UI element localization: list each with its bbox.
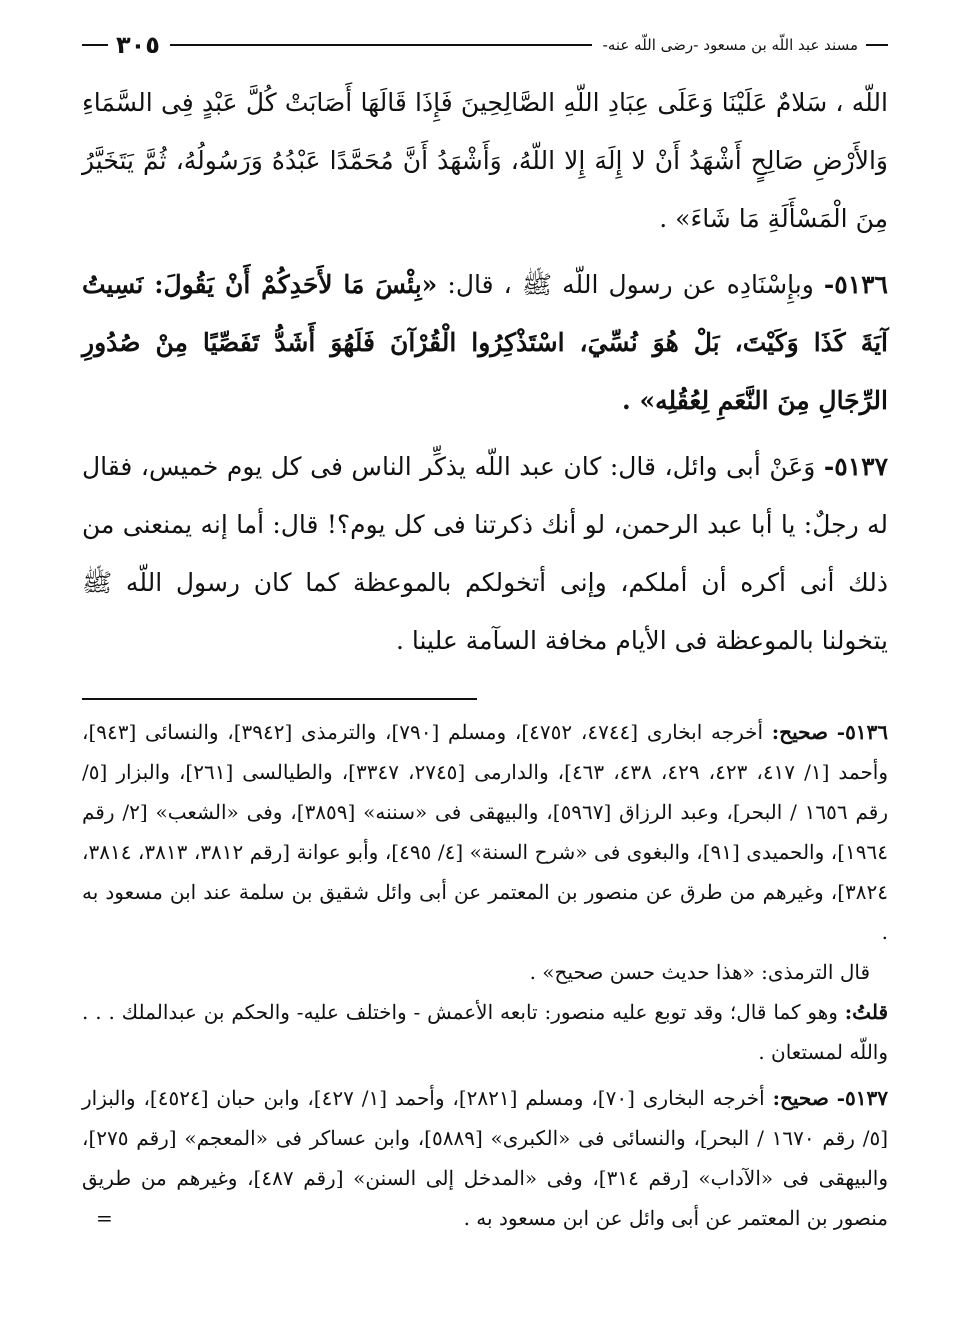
main-text	[82, 74, 888, 670]
footnote-number: ٥١٣٧-	[836, 1086, 888, 1110]
footnote-tirmidhi-quote: قال الترمذى: «هذا حديث حسن صحيح» .	[529, 960, 870, 984]
page-number: ٣٠٥	[116, 31, 160, 59]
running-header	[82, 30, 888, 60]
hadith-5136	[82, 256, 888, 430]
footnote-takhrij	[82, 712, 888, 952]
header-title: مسند عبد اللّه بن مسعود -رضى اللّه عنه-	[602, 36, 858, 54]
footnote-text: أخرجه ابخارى [٤٧٤٤، ٤٧٥٢]، ومسلم [٧٩٠]، والترمذى [٣٩٤٢]، والنسائى [٩٤٣]، وأحمد [١/ ٤١٧، ٤٢٣، ٤٢٩، ٤٣٨، ٤٦٣]، والدارمى [٢٧٤٥، ٣٣٤٧]، والطيالسى [٢٦١]، والبزار [٥/ رقم ١٦٥٦ / البحر]، وعبد الرزاق [٥٩٦٧]، والبيهقى فى «سننه» [٣٨٥٩]، وفى «الشعب» [٢/ رقم ١٩٦٤]، والحميدى [٩١]، والبغوى فى «شرح السنة» [٤/ ٤٩٥]، وأبو عوانة [رقم ٣٨١٢، ٣٨١٣، ٣٨١٤، ٣٨٢٤]، وغيرهم من طرق عن منصور بن المعتمر عن أبى وائل شقيق بن سلمة عند ابن مسعود به .	[82, 720, 889, 944]
footnote-text: أخرجه البخارى [٧٠]، ومسلم [٢٨٢١]، وأحمد [١/ ٤٢٧]، وابن حبان [٤٥٢٤]، والبزار [٥/ رقم ١٦٧٠ / البحر]، والنسائى فى «الكبرى» [٥٨٨٩]، وابن عساكر فى «المعجم» [رقم ٢٧٥]، والبيهقى فى «الآداب» [رقم ٣١٤]، وفى «المدخل إلى السنن» [رقم ٤٨٧]، وغيرهم من طريق منصور بن المعتمر عن أبى وائل عن ابن مسعود به .	[82, 1086, 889, 1230]
hadith-text: وَعَنْ أبى وائل، قال: كان عبد اللّه يذكِّر الناس فى كل يوم خميس، فقال له رجلٌ: يا أبا عبد الرحمن، لو أنك ذكرتنا فى كل يوم؟! قال: أما إنه يمنعنى من ذلك أنى أكره أن أملكم، وإنى أتخولكم بالموعظة كما كان رسول اللّه ﷺ يتخولنا بالموعظة فى الأيام مخافة السآمة علينا .	[82, 452, 888, 655]
book-page	[82, 30, 888, 1244]
hadith-5137	[82, 438, 888, 670]
footnotes	[82, 712, 888, 1238]
header-trailing-dash	[82, 44, 108, 46]
header-rule	[170, 44, 593, 46]
header-leading-dash	[866, 44, 888, 46]
hadith-number: ٥١٣٦-	[823, 270, 888, 299]
continued-mark: =	[96, 1206, 113, 1230]
footnote-takhrij	[82, 1078, 888, 1238]
footnote-5136	[82, 712, 888, 1072]
comment-text: وهو كما قال؛ وقد توبع عليه منصور: تابعه الأعمش - واختلف عليه- والحكم بن عبدالملك . . . واللّه لمستعان .	[82, 1000, 888, 1064]
footnote-separator	[82, 698, 477, 700]
comment-label: قلتُ:	[844, 1000, 888, 1024]
hadith-matn: «بِئْسَ مَا لأَحَدِكُمْ أَنْ يَقُولَ: نَسِيتُ آيَةَ كَذَا وَكَيْتَ، بَلْ هُوَ نُسِّيَ، اسْتَذْكِرُوا الْقُرْآنَ فَلَهُوَ أَشَدُّ تَفَصِّيًا مِنْ صُدُورِ الرِّجَالِ مِنَ النَّعَمِ لِعُقُلِه» .	[82, 270, 888, 415]
hadith-number: ٥١٣٧-	[823, 452, 889, 481]
footnote-grade: صحيح:	[771, 720, 829, 744]
hadith-chain: وبإِسْنَادِه عن رسول اللّه ﷺ ، قال:	[447, 270, 814, 299]
footnote-comment	[82, 992, 888, 1072]
footnote-5137	[82, 1078, 888, 1238]
footnote-number: ٥١٣٦-	[836, 720, 889, 744]
hadith-continuation: اللّه ، سَلامٌ عَلَيْنَا وَعَلَى عِبَادِ اللّهِ الصَّالِحِينَ فَإِذَا قَالَهَا أَصَابَتْ كُلَّ عَبْدٍ فِى السَّمَاءِ وَالأَرْضِ صَالِحٍ أَشْهَدُ أَنْ لا إِلَهَ إِلا اللّهُ، وَأَشْهَدُ أَنَّ مُحَمَّدًا عَبْدُهُ وَرَسُولُهُ، ثُمَّ يَتَخَيَّرُ مِنَ الْمَسْأَلَةِ مَا شَاءَ» .	[82, 88, 888, 233]
footnote-grade: صحيح:	[772, 1086, 829, 1110]
